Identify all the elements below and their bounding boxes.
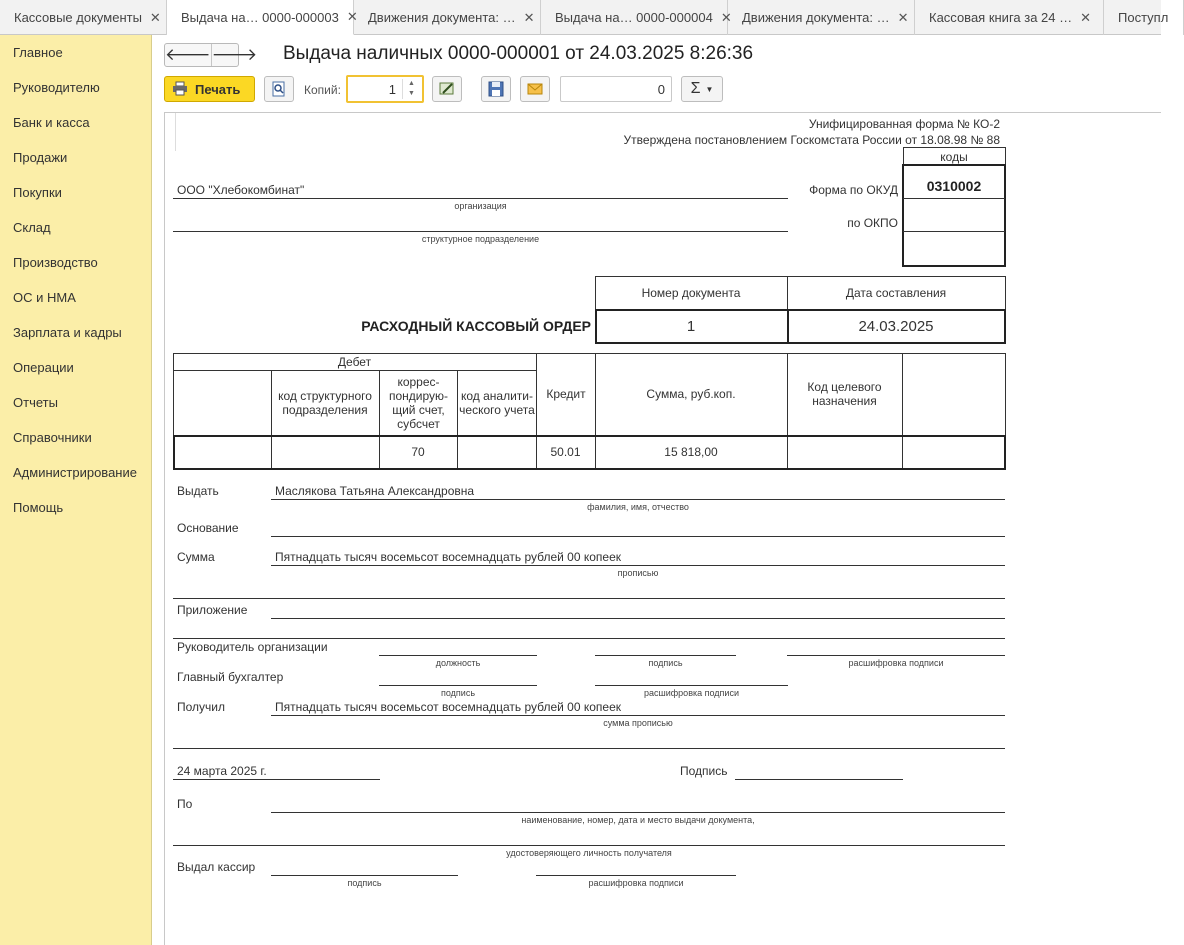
unified-form-label: Унифицированная форма № КО-2	[808, 117, 1000, 131]
cell-purpose	[787, 436, 902, 468]
col-purpose-header: Код целевого назначения	[807, 380, 882, 408]
table-vline-7	[902, 353, 903, 469]
close-icon[interactable]: ✕	[897, 9, 909, 25]
received-line	[271, 715, 1005, 716]
received-caption: сумма прописью	[603, 718, 673, 728]
tab-label: Кассовая книга за 24 …	[929, 10, 1073, 25]
issue-line	[271, 499, 1005, 500]
sum-mode-button[interactable]	[681, 76, 723, 102]
sidebar-item-main[interactable]: Главное	[13, 45, 63, 60]
tab-label: Выдача на… 0000-000003	[181, 9, 339, 25]
cashier-label: Выдал кассир	[177, 860, 256, 874]
doc-date-value: 24.03.2025	[858, 317, 934, 335]
sidebar-item-sales[interactable]: Продажи	[13, 150, 68, 165]
sidebar	[0, 35, 152, 945]
tab-cash-book[interactable]	[915, 0, 1104, 35]
approved-label: Утверждена постановлением Госкомстата России от 18.08.98 № 88	[623, 133, 1000, 147]
margin-mark	[175, 113, 176, 151]
organization-name: ООО "Хлебокомбинат"	[177, 183, 305, 197]
chief-decoding-caption: расшифровка подписи	[644, 688, 739, 698]
forward-button[interactable]	[211, 44, 258, 66]
tab-label: Поступл	[1118, 10, 1169, 25]
arrow-right-icon: 🡒	[211, 45, 258, 64]
okpo-label: по ОКПО	[847, 216, 898, 230]
page-title: Выдача наличных 0000-000001 от 24.03.2025 8:26:36	[283, 43, 754, 64]
head-signature-caption: подпись	[648, 658, 683, 668]
id-caption-2: удостоверяющего личность получателя	[506, 848, 672, 858]
date-value: 24 марта 2025 г.	[177, 764, 267, 778]
sidebar-item-operations[interactable]: Операции	[13, 360, 74, 375]
table-body-right	[1004, 435, 1006, 470]
head-position-line	[379, 655, 537, 656]
organization-line	[173, 198, 788, 199]
tab-document-movements-2[interactable]	[728, 0, 915, 35]
tab-document-movements-1[interactable]	[354, 0, 541, 35]
cell-sum: 15 818,00	[664, 445, 718, 459]
table-body-left	[173, 435, 175, 470]
copies-value: 1	[388, 82, 396, 97]
chief-decoding-line	[595, 685, 788, 686]
doc-date-header: Дата составления	[845, 286, 947, 300]
amount-line-2	[173, 598, 1005, 599]
received-line-2	[173, 748, 1005, 749]
floppy-icon	[488, 81, 504, 97]
sidebar-item-reports[interactable]: Отчеты	[13, 395, 58, 410]
by-line-2	[173, 845, 1005, 846]
tab-cash-issue-4[interactable]	[541, 0, 732, 35]
by-line	[271, 812, 1005, 813]
copies-label: Копий:	[304, 83, 341, 97]
sidebar-item-bank-cash[interactable]: Банк и касса	[13, 115, 90, 130]
cell-analytic	[457, 436, 536, 468]
main-area	[152, 35, 1161, 945]
amount-value: Пятнадцать тысяч восемьсот восемнадцать рублей 00 копеек	[275, 550, 622, 564]
received-label: Получил	[177, 700, 225, 714]
print-button[interactable]	[164, 76, 255, 102]
issue-label: Выдать	[177, 484, 219, 498]
close-icon[interactable]: ✕	[523, 9, 535, 25]
sidebar-item-directories[interactable]: Справочники	[13, 430, 92, 445]
okud-value: 0310002	[926, 178, 982, 194]
codes-bold-top	[902, 164, 1006, 166]
basis-label: Основание	[177, 521, 239, 535]
close-icon[interactable]: ✕	[346, 9, 358, 24]
col-sum-header: Сумма, руб.коп.	[646, 387, 736, 401]
copies-input[interactable]	[346, 75, 424, 103]
back-button[interactable]	[165, 44, 211, 66]
table-body-bottom	[173, 468, 1006, 470]
edit-sheet-icon	[439, 81, 455, 97]
cell-credit: 50.01	[550, 445, 581, 459]
subdivision-line	[173, 231, 788, 232]
cashier-signature-caption: подпись	[347, 878, 382, 888]
sidebar-item-fixed-assets[interactable]: ОС и НМА	[13, 290, 76, 305]
save-button[interactable]	[481, 76, 511, 102]
chief-signature-caption: подпись	[440, 688, 476, 698]
copies-stepper[interactable]: ▲ ▼	[402, 79, 420, 99]
history-nav	[164, 43, 258, 67]
close-icon[interactable]: ✕	[149, 9, 161, 25]
envelope-icon	[527, 81, 543, 97]
basis-line	[271, 536, 1005, 537]
codes-bold-bottom	[902, 265, 1006, 267]
issue-caption: фамилия, имя, отчество	[587, 502, 689, 512]
cash-order-form	[164, 112, 1161, 945]
head-decoding-line	[787, 655, 1005, 656]
sigma-icon: Σ	[690, 80, 701, 97]
head-position-caption: должность	[435, 658, 481, 668]
organization-caption: организация	[454, 201, 507, 211]
col-analytic-header: код аналити-ческого учета	[459, 388, 535, 417]
col-corr-account-header: коррес-пондирую-щий счет, субсчет	[388, 374, 449, 431]
sidebar-item-production[interactable]: Производство	[13, 255, 98, 270]
head-signature-line	[595, 655, 736, 656]
cell-corr-account: 70	[411, 445, 425, 459]
tab-receipt[interactable]	[1104, 0, 1184, 35]
codes-mid-line-1	[903, 198, 1005, 199]
arrow-left-icon: 🡐	[165, 45, 211, 64]
magnifier-page-icon	[271, 81, 287, 97]
debit-header: Дебет	[337, 354, 372, 369]
cashier-decoding-line	[536, 875, 736, 876]
sidebar-item-administration[interactable]: Администрирование	[13, 465, 137, 480]
sidebar-item-help[interactable]: Помощь	[13, 500, 64, 515]
subdivision-caption: структурное подразделение	[421, 234, 540, 244]
tab-label: Движения документа: …	[742, 10, 890, 25]
issue-value: Маслякова Татьяна Александровна	[275, 484, 475, 498]
col-credit-header: Кредит	[546, 387, 586, 401]
edit-button[interactable]	[432, 76, 462, 102]
amount-caption: прописью	[617, 568, 659, 578]
send-email-button[interactable]	[520, 76, 550, 102]
sidebar-item-purchases[interactable]: Покупки	[13, 185, 62, 200]
docnum-right-line	[1005, 276, 1006, 310]
signature-line	[735, 779, 903, 780]
doc-number-value: 1	[686, 317, 696, 335]
received-value: Пятнадцать тысяч восемьсот восемнадцать рублей 00 копеек	[275, 700, 622, 714]
cashier-decoding-caption: расшифровка подписи	[588, 878, 684, 888]
preview-button[interactable]	[264, 76, 294, 102]
amount-line	[271, 565, 1005, 566]
chief-accountant-label: Главный бухгалтер	[177, 670, 284, 684]
tab-label: Кассовые документы	[14, 10, 142, 25]
close-icon[interactable]: ✕	[1080, 9, 1092, 25]
sum-field[interactable]: 0	[560, 76, 672, 102]
chevron-down-icon: ▼	[705, 84, 714, 94]
cell-subdivision	[271, 436, 379, 468]
cashier-signature-line	[271, 875, 458, 876]
tab-cash-issue-3[interactable]	[167, 0, 358, 35]
attachment-line	[271, 618, 1005, 619]
print-label: Печать	[195, 81, 241, 97]
codes-header: коды	[940, 150, 968, 164]
close-icon[interactable]: ✕	[720, 9, 732, 25]
codes-top-line	[903, 147, 1005, 148]
col-subdivision-header: код структурного подразделения	[278, 389, 372, 417]
chief-signature-line	[379, 685, 537, 686]
tab-bar	[0, 0, 1169, 35]
date-line	[173, 779, 380, 780]
order-title: РАСХОДНЫЙ КАССОВЫЙ ОРДЕР	[361, 318, 591, 334]
head-label: Руководитель организации	[177, 640, 328, 654]
by-label: По	[177, 797, 193, 811]
tab-cash-documents[interactable]	[0, 0, 167, 35]
head-decoding-caption: расшифровка подписи	[848, 658, 944, 668]
id-caption-1: наименование, номер, дата и место выдачи документа,	[521, 815, 755, 825]
attachment-line-2	[173, 638, 1005, 639]
sidebar-item-payroll[interactable]: Зарплата и кадры	[13, 325, 122, 340]
okud-label: Форма по ОКУД	[809, 183, 898, 197]
tab-label: Движения документа: …	[368, 10, 516, 25]
signature-label: Подпись	[680, 764, 728, 778]
tab-label: Выдача на… 0000-000004	[555, 10, 713, 25]
sidebar-item-manager[interactable]: Руководителю	[13, 80, 100, 95]
doc-number-header: Номер документа	[641, 286, 741, 300]
toolbar	[164, 75, 1154, 103]
sidebar-item-warehouse[interactable]: Склад	[13, 220, 51, 235]
amount-label: Сумма	[177, 550, 215, 564]
attachment-label: Приложение	[177, 603, 248, 617]
codes-mid-line-2	[903, 231, 1005, 232]
printer-icon	[172, 82, 188, 96]
